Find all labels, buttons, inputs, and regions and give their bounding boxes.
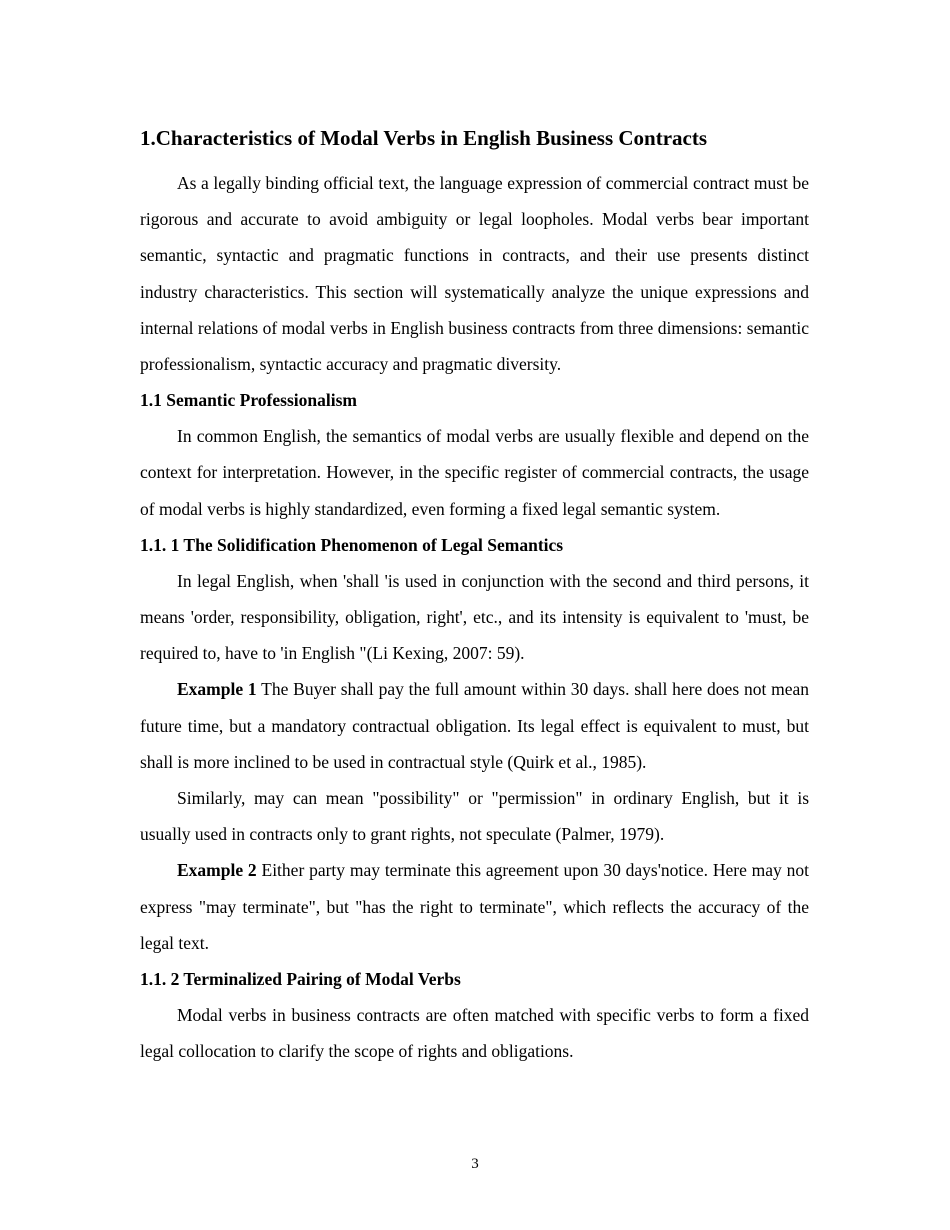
example-1-paragraph <box>140 671 809 780</box>
example-1-text: The Buyer shall pay the full amount within 30 days. shall here does not mean future time, but a mandatory contractual obligation. Its legal effect is equivalent to must, but shall is more inclined to be used in contractual style (Quirk et al., 1985). <box>140 679 809 772</box>
document-page <box>140 124 809 1069</box>
section-1-1-1-paragraph: In legal English, when 'shall 'is used in conjunction with the second and third persons, it means 'order, responsibility, obligation, right', etc., and its intensity is equivalent to 'must, be required to, have to 'in English "(Li Kexing, 2007: 59). <box>140 570 809 664</box>
example-2-text: Either party may terminate this agreement upon 30 days'notice. Here may not express "may terminate", but "has the right to terminate", which reflects the accuracy of the legal text. <box>140 860 809 953</box>
section-heading-1-1-1: 1.1. 1 The Solidification Phenomenon of Legal Semantics <box>140 534 564 555</box>
page-number: 3 <box>471 1156 479 1172</box>
example-2-label: Example 2 <box>177 860 257 881</box>
example-1-label: Example 1 <box>177 679 257 700</box>
example-2-paragraph <box>140 852 809 961</box>
section-1-1-2-paragraph: Modal verbs in business contracts are often matched with specific verbs to form a fixed legal collocation to clarify the scope of rights and obligations. <box>140 1005 809 1062</box>
similarly-paragraph: Similarly, may can mean "possibility" or "permission" in ordinary English, but it is usually used in contracts only to grant rights, not speculate (Palmer, 1979). <box>140 788 809 845</box>
intro-paragraph: As a legally binding official text, the language expression of commercial contract must be rigorous and accurate to avoid ambiguity or legal loopholes. Modal verbs bear important semantic, syntactic and pragmatic functions in contracts, and their use presents distinct industry characteristics. This section will systematically analyze the unique expressions and internal relations of modal verbs in English business contracts from three dimensions: semantic professionalism, syntactic accuracy and pragmatic diversity. <box>140 173 809 375</box>
section-1-1-paragraph: In common English, the semantics of modal verbs are usually flexible and depend on the context for interpretation. However, in the specific register of commercial contracts, the usage of modal verbs is highly standardized, even forming a fixed legal semantic system. <box>140 426 809 519</box>
section-heading-1-1-2: 1.1. 2 Terminalized Pairing of Modal Verbs <box>140 969 461 990</box>
chapter-heading: 1.Characteristics of Modal Verbs in English Business Contracts <box>140 126 708 150</box>
section-heading-1-1: 1.1 Semantic Professionalism <box>140 390 357 411</box>
